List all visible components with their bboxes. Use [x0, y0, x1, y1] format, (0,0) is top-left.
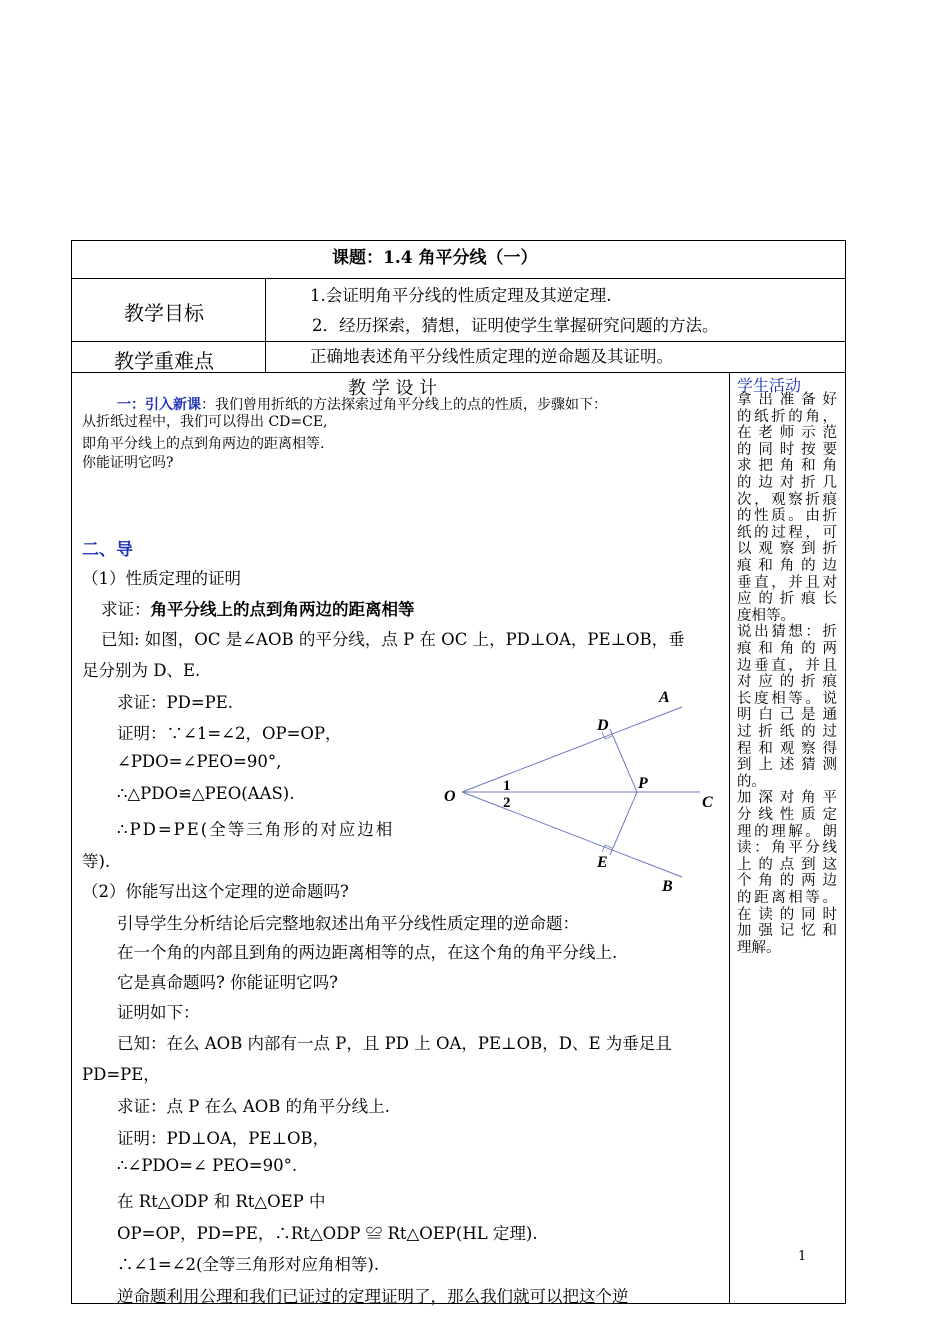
student-activity-line: 拿 出 准 备 好: [737, 392, 837, 408]
student-activity-line: 长度相等。说: [737, 690, 837, 707]
student-activity-line: 理解。: [737, 939, 781, 956]
para-8: ∴△PDO≌△PEO(AAS).: [117, 784, 295, 803]
intro-line-2: 从折纸过程中，我们可以得出 CD=CE,: [82, 414, 328, 430]
intro-line-1: [117, 397, 607, 413]
student-activity-line: 的距离相等。: [737, 890, 837, 906]
para-18: 求证：点 P 在么 AOB 的角平分线上.: [117, 1097, 390, 1116]
para-2-prefix: 求证：: [101, 600, 151, 619]
label-column-divider: [265, 278, 266, 373]
table-border-left: [71, 240, 72, 1304]
student-activity-line: 个 角 的 两 边: [737, 873, 837, 890]
student-activity-line: 的性质。由折: [737, 508, 837, 525]
student-activity-line: 在 老 师 示 范: [737, 425, 837, 442]
para-3: 已知: 如图，OC 是∠AOB 的平分线，点 P 在 OC 上，PD⊥OA，PE⊥OB，垂: [101, 630, 685, 649]
student-activity-line: 明 白 己 是 通: [737, 707, 837, 724]
student-activity-line: 痕 和 角 的 边: [737, 558, 837, 574]
design-heading: 教 学 设 计: [348, 378, 438, 399]
para-4: 足分别为 D、E.: [82, 661, 201, 680]
student-activity-line: 求 把 角 和 角: [737, 458, 837, 475]
para-13: 在一个角的内部且到角的两边距离相等的点，在这个角的角平分线上.: [117, 943, 618, 962]
objectives-label: 教学目标: [124, 301, 204, 325]
segment-PE: [610, 792, 637, 855]
para-2: [101, 596, 415, 620]
para-9: ∴PD=PE(全等三角形的对应边相: [117, 820, 395, 839]
para-17: PD=PE，: [82, 1065, 160, 1084]
row-divider-2: [71, 341, 846, 342]
table-border-top: [71, 240, 846, 241]
student-activity-line: 到 上 述 猜 测: [737, 757, 837, 774]
label-O: O: [444, 788, 456, 805]
student-activity-line: 以 观 察 到 折: [737, 541, 837, 558]
label-C: C: [702, 794, 713, 811]
keypoints-text: 正确地表述角平分线性质定理的逆命题及其证明。: [310, 347, 673, 366]
student-activity-line: 纸的过程，可: [737, 524, 837, 541]
para-16: 已知：在么 AOB 内部有一点 P，且 PD 上 OA，PE⊥OB，D、E 为垂足且: [117, 1034, 672, 1053]
objective-2: 2．经历探索，猜想，证明使学生掌握研究问题的方法。: [312, 316, 719, 335]
student-activity-line: 分 线 性 质 定: [737, 807, 837, 823]
para-7: ∠PDO=∠PEO=90°,: [117, 752, 282, 771]
lesson-title: 课题：1.4 角平分线（一）: [332, 248, 538, 268]
para-20: ∴∠PDO=∠ PEO=90°.: [117, 1156, 298, 1175]
student-activity-line: 边垂直，并且: [737, 657, 837, 674]
para-10: 等).: [82, 852, 111, 871]
para-24: 逆命题利用公理和我们已证过的定理证明了，那么我们就可以把这个逆: [117, 1287, 629, 1306]
student-activity-heading: 学生活动: [737, 376, 802, 395]
label-A: A: [659, 689, 670, 706]
student-activity-line: 加 强 记 忆 和: [737, 923, 837, 940]
label-angle-1: 1: [503, 778, 511, 794]
label-B: B: [662, 878, 673, 895]
para-5: 求证：PD=PE.: [117, 693, 234, 712]
para-21: 在 Rt△ODP 和 Rt△OEP 中: [117, 1192, 326, 1211]
keypoints-label: 教学重难点: [114, 349, 214, 373]
intro-text: ：我们曾用折纸的方法探索过角平分线上的点的性质，步骤如下：: [201, 397, 607, 413]
student-activity-line: 加 深 对 角 平: [737, 790, 837, 807]
student-activity-line: 程 和 观 察 得: [737, 740, 837, 757]
student-activity-line: 度相等。: [737, 607, 795, 624]
student-activity-line: 次，观察折痕: [737, 491, 837, 508]
para-19: 证明：PD⊥OA，PE⊥OB，: [117, 1129, 330, 1148]
segment-PD: [610, 729, 637, 792]
row-divider-1: [71, 278, 846, 279]
section-2-heading: 二、导: [82, 540, 133, 560]
student-activity-line: 理的理解。朗: [737, 823, 837, 840]
para-11: （2）你能写出这个定理的逆命题吗?: [82, 882, 349, 901]
student-activity-line: 过 折 纸 的 过: [737, 724, 837, 740]
para-22: OP=OP，PD=PE，∴Rt△ODP ≌ Rt△OEP(HL 定理).: [117, 1224, 538, 1243]
student-activity-line: 应 的 折 痕 长: [737, 591, 837, 608]
student-activity-line: 垂直，并且对: [737, 574, 837, 591]
para-14: 它是真命题吗? 你能证明它吗?: [117, 973, 338, 992]
table-border-right: [845, 240, 846, 1304]
intro-line-4: 你能证明它吗?: [82, 455, 174, 471]
theorem-statement: 角平分线上的点到角两边的距离相等: [150, 600, 415, 619]
objective-1: 1.会证明角平分线的性质定理及其逆定理.: [310, 286, 612, 305]
angle-bisector-figure: [430, 680, 730, 900]
student-activity-line: 说出猜想：折: [737, 624, 837, 641]
para-15: 证明如下：: [117, 1003, 200, 1022]
label-angle-2: 2: [503, 795, 511, 811]
ray-OB: [462, 792, 682, 877]
para-6: 证明：∵∠1=∠2，OP=OP，: [117, 724, 342, 743]
student-activity-line: 上 的 点 到 这: [737, 856, 837, 873]
student-activity-line: 的。: [737, 773, 766, 790]
ray-OA: [462, 707, 682, 792]
intro-label: 一：引入新课: [117, 397, 201, 413]
student-activity-line: 的纸折的角，: [737, 408, 837, 425]
student-activity-line: 在 读 的 同 时: [737, 906, 837, 923]
intro-line-3: 即角平分线上的点到角两边的距离相等.: [82, 436, 325, 452]
student-activity-line: 的 边 对 折 几: [737, 475, 837, 491]
para-23: ∴∠1=∠2(全等三角形对应角相等).: [117, 1255, 380, 1274]
student-activity-line: 读：角平分线: [737, 840, 837, 857]
student-activity-line: 痕 和 角 的 两: [737, 641, 837, 657]
student-activity-line: 的 同 时 按 要: [737, 441, 837, 458]
label-D: D: [597, 717, 609, 734]
page-number: 1: [798, 1249, 807, 1264]
label-P: P: [638, 775, 648, 792]
student-activity-line: 对 应 的 折 痕: [737, 674, 837, 691]
label-E: E: [597, 854, 608, 871]
para-1: （1）性质定理的证明: [82, 569, 241, 588]
para-12: 引导学生分析结论后完整地叙述出角平分线性质定理的逆命题：: [117, 914, 579, 933]
